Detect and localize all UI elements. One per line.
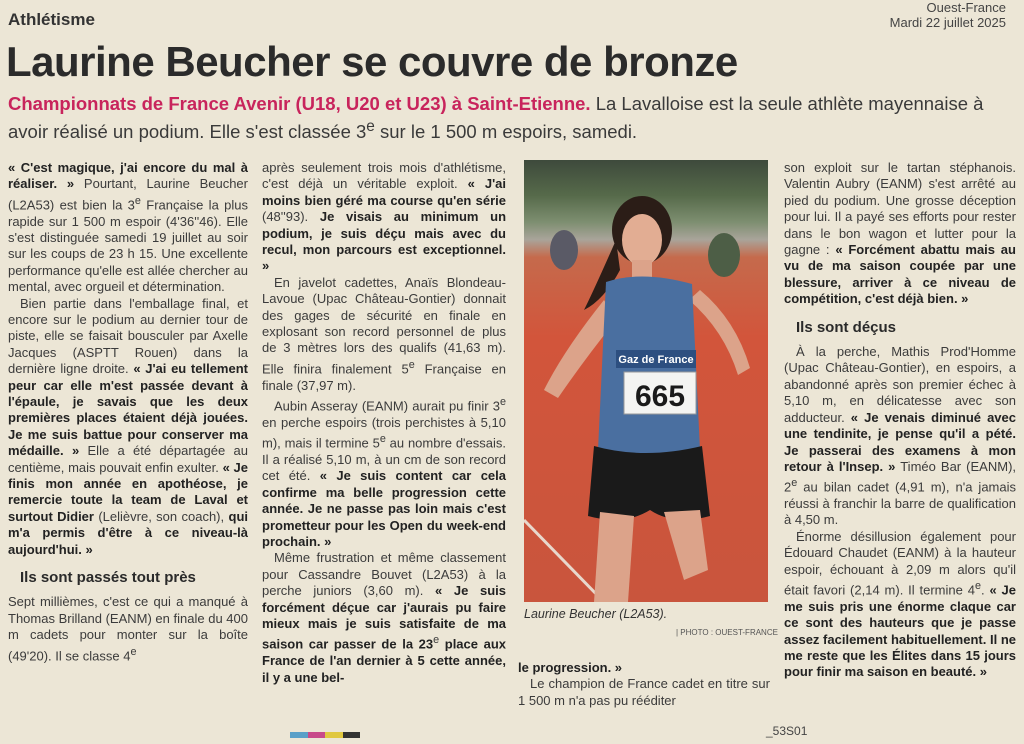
paragraph — [262, 160, 506, 275]
spectator — [550, 230, 578, 270]
text: Même frustration et même classement pour Cassandre Bouvet (L2A53) à la perche juniors (3,60 m). — [262, 550, 506, 599]
quote: Je visais au minimum un podium, je suis déçu mais avec du recul, mon parcours est exceptionnel. » — [262, 209, 507, 274]
photo-credit: | PHOTO : OUEST-FRANCE — [676, 628, 778, 637]
standfirst-text: La Lavalloise est la seule athlète mayennaise à avoir réalisé un podium. Elle s'est classée 3 — [8, 93, 984, 143]
right-leg — [664, 510, 708, 580]
quote: « Je finis mon année en apothéose, je remercie toute la team de Laval et surtout Didier — [8, 459, 248, 524]
runner-illustration — [524, 160, 768, 602]
text: Elle a été départagée au centième, mais pouvait enfin exulter. — [8, 443, 248, 475]
paragraph — [784, 160, 1016, 308]
bib-sponsor: Gaz de France — [618, 354, 694, 366]
quote: « Forcément abattu mais au vu de ma saison coupée par une blessure, arriver à ce niveau de compétition, c'est déjà bien. » — [784, 242, 1016, 307]
superscript: e — [433, 634, 440, 647]
paragraph — [784, 529, 1016, 681]
superscript: e — [974, 580, 981, 593]
masthead — [890, 0, 1006, 30]
quote: « Je suis forcément déçue car j'aurais pu faire mieux mais je suis satisfaite de ma saison car passer de la 23 — [262, 583, 506, 652]
paragraph — [518, 676, 770, 709]
photo-caption: Laurine Beucher (L2A53). — [524, 607, 668, 621]
paragraph — [8, 296, 248, 559]
superscript: e — [791, 477, 798, 490]
text: son exploit sur le tartan stéphanois. Valentin Aubry (EANM) s'est arrêté au pied du podium. Une grosse déception pour lui. Il a payé ses efforts pour rester dans le bon wagon et lutter pour la gagne : — [784, 160, 1016, 258]
text: Française la plus rapide sur 1 500 m espoir (4'36''46). Elle s'est distinguée samedi 19 juillet au soir sur les coups de 23 h 15. Une excellente performance qu'elle est allée chercher au mental, avec orgueil et détermination. — [8, 197, 248, 295]
paragraph — [262, 550, 506, 686]
yellow-swatch — [325, 732, 343, 738]
text: (Lelièvre, son coach), — [93, 508, 229, 524]
quote: qui m'a permis d'être à ce niveau-là aujourd'hui. » — [8, 508, 248, 557]
text: . — [980, 582, 990, 598]
black-swatch — [343, 732, 361, 738]
superscript: e — [379, 433, 386, 446]
text: au nombre d'essais. Il a réalisé 5,10 m, à un cm de son record cet été. — [262, 435, 507, 484]
text: En javelot cadettes, Anaïs Blondeau-Lavoue (Upac Château-Gontier) donnait des gages de sécurité en finale en explosant son record personnel de plus de 3 mètres lors des qualifs (41,63 m). Elle finira finalement 5 — [262, 274, 506, 377]
article-column-1 — [8, 160, 248, 664]
face — [622, 214, 662, 266]
magenta-swatch — [308, 732, 326, 738]
paragraph — [8, 160, 248, 296]
text: Française en finale (37,97 m). — [262, 361, 506, 393]
quote: « C'est magique, j'ai encore du mal à réaliser. » — [8, 160, 248, 192]
superscript: e — [134, 194, 141, 207]
quote: « Je venais diminué avec une tendinite, je pense qu'il a pété. Je passerai des examens à mon retour à l'Insep. » — [784, 409, 1016, 474]
superscript: e — [366, 118, 375, 135]
article-column-3 — [518, 660, 770, 709]
subheading: Ils sont passés tout près — [20, 569, 196, 587]
paragraph — [784, 344, 1016, 529]
spectator — [708, 233, 740, 277]
quote: « J'ai moins bien géré ma course qu'en série — [262, 176, 507, 208]
article-column-4 — [784, 160, 1016, 681]
standfirst — [8, 92, 1008, 143]
article-photo — [524, 160, 768, 602]
text: Sept millièmes, c'est ce qui a manqué à Thomas Brilland (EANM) en finale du 400 m cadets pour monter sur la boîte (49'20). Il se classe 4 — [8, 594, 248, 664]
newspaper-name: Ouest-France — [926, 0, 1006, 15]
text: Énorme désillusion également pour Édouard Chaudet (EANM) à la hauteur espoir, échouant à 2,09 m alors qu'il était favori (2,14 m). Il termine 4 — [784, 528, 1016, 598]
cyan-swatch — [290, 732, 308, 738]
headline: Laurine Beucher se couvre de bronze — [6, 38, 738, 85]
quote: « Je me suis pris une énorme claque car ce sont des hauteurs que je passe assez facilement habituellement. Il ne me reste que les Élites dans 15 jours pour finir ma saison en beauté. » — [784, 582, 1016, 680]
section-label: Athlétisme — [8, 10, 95, 29]
right-arm — [689, 290, 750, 375]
paragraph — [518, 660, 770, 676]
text: en perche espoirs (trois perchistes à 5,10 m), mais il termine 5 — [262, 414, 506, 451]
text: Bien partie dans l'emballage final, et encore sur le podium au dernier tour de piste, elle se faisait bousculer par Axelle Jacques (ASPTT Rouen) dans la dernière ligne droite. — [8, 295, 248, 377]
page-code: _53S01 — [766, 724, 808, 738]
lane-line — [524, 520, 604, 602]
article-column-2 — [262, 160, 506, 686]
paragraph — [262, 394, 506, 550]
text: au bilan cadet (4,91 m), n'a jamais réussi à franchir la barre de qualification à 4,50 m. — [784, 479, 1016, 528]
quote: le progression. » — [518, 660, 623, 675]
bib-number: 665 — [634, 380, 686, 413]
superscript: e — [408, 358, 415, 371]
left-leg — [594, 512, 634, 602]
paragraph — [8, 594, 248, 664]
text: (48''93). — [262, 209, 320, 225]
text: Le champion de France cadet en titre sur 1 500 m n'a pas pu rééditer — [518, 676, 770, 708]
text: Aubin Asseray (EANM) aurait pu finir 3 — [274, 398, 500, 414]
superscript: e — [130, 645, 137, 658]
paragraph — [262, 275, 506, 394]
subheading: Ils sont déçus — [796, 318, 897, 336]
quote: « J'ai eu tellement peur car elle m'est passée devant à l'épaule, je savais que les deux premières places étaient déjà jouées. Je me suis battue pour conserver ma médaille. » — [8, 361, 248, 459]
shorts — [588, 446, 710, 520]
publication-date: Mardi 22 juillet 2025 — [889, 15, 1006, 30]
text: Pourtant, Laurine Beucher (L2A53) est bien la 3 — [8, 176, 248, 213]
standfirst-lead: Championnats de France Avenir (U18, U20 et U23) à Saint-Etienne. — [8, 93, 591, 114]
text: Timéo Bar (EANM), 2 — [784, 458, 1017, 495]
quote: place aux France de l'an dernier à 5 cette année, il y a une bel- — [262, 636, 507, 685]
quote: « Je suis content car cela confirme ma belle progression cette année. Je ne passe pas loin mais c'est prometteur pour les Open du week-end prochain. » — [262, 468, 507, 549]
text: après seulement trois mois d'athlétisme, c'est déjà un véritable exploit. — [262, 160, 506, 192]
print-color-bar — [290, 732, 360, 738]
standfirst-text: sur le 1 500 m espoirs, samedi. — [374, 121, 638, 143]
superscript: e — [499, 396, 506, 409]
text: À la perche, Mathis Prod'Homme (Upac Château-Gontier), en espoirs, a abandonné après son premier échec à 5,10 m, en délicatesse avec son adducteur. — [784, 344, 1016, 425]
